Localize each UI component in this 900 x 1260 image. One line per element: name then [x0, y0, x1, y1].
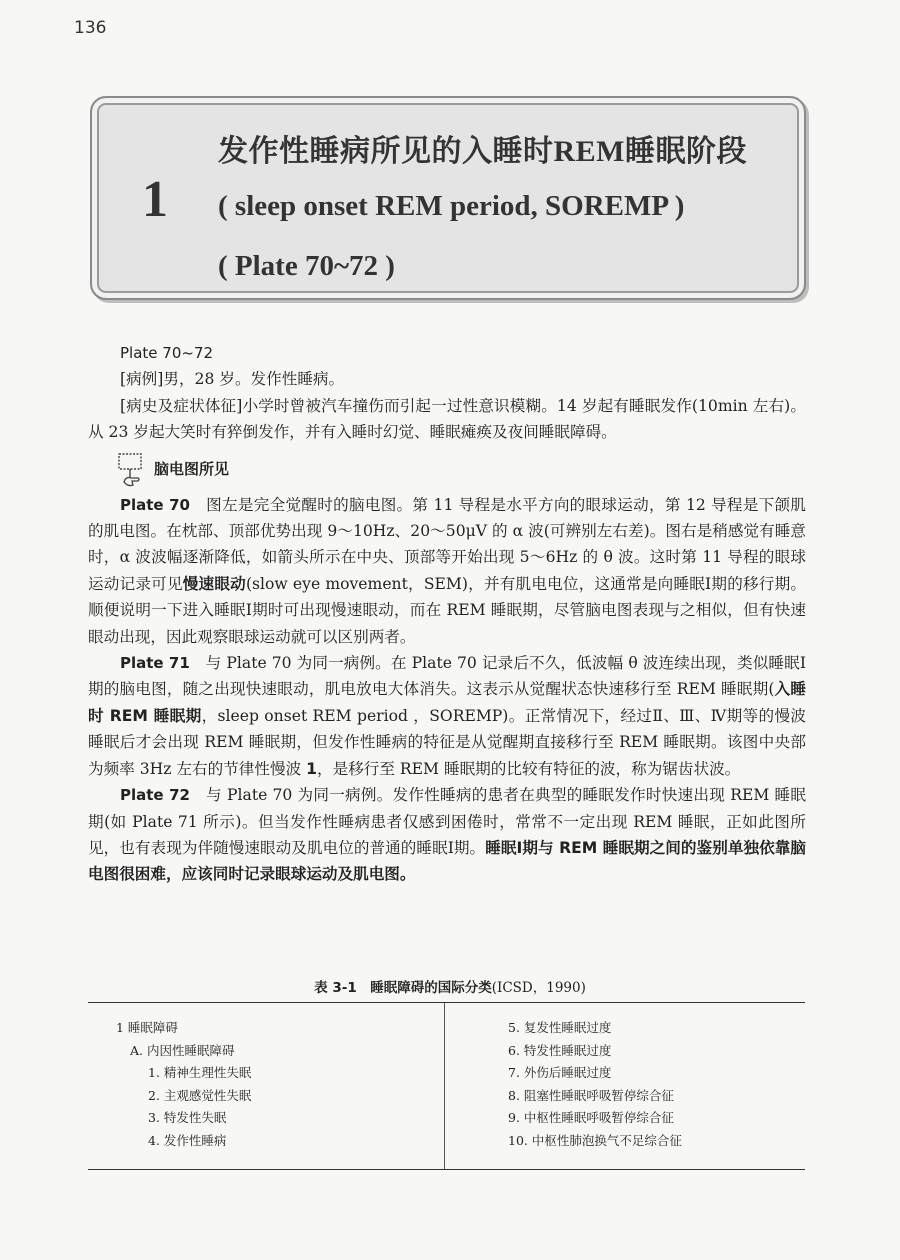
list-item: 5. 复发性睡眠过度 [508, 1020, 612, 1035]
intro-plate-label: Plate 70~72 [120, 344, 214, 362]
body-text [88, 340, 806, 888]
plate70-paragraph: Plate 70 图左是完全觉醒时的脑电图。第 11 导程是水平方向的眼球运动，第 12 导程是下颌肌的肌电图。在枕部、顶部优势出现 9～10Hz、20～50μV 的 α 波(可辨别左右差)。图右是稍感觉有睡意时，α 波波幅逐渐降低，如箭头所示在中央、顶部等开始出现 5～6Hz 的 θ 波。这时第 11 导程的眼球运动记录可见慢速眼动(slow eye movement，SEM)，并有肌电电位，这通常是向睡眠Ⅰ期的移行期。顺便说明一下进入睡眠Ⅰ期时可出现慢速眼动，而在 REM 睡眠期，尽管脑电图表现与之相似，但有快速眼动出现，因此观察眼球运动就可以区别两者。 [88, 495, 807, 646]
chapter-plate-range: ( Plate 70~72 ) [218, 250, 395, 282]
chapter-title-zh: 发作性睡病所见的入睡时REM睡眠阶段 [218, 135, 747, 168]
eeg-findings-heading [116, 450, 806, 490]
table-left-column [116, 1017, 251, 1152]
page-number: 136 [74, 18, 107, 38]
chapter-title-box [90, 96, 806, 300]
classification-table [88, 1002, 805, 1170]
history-paragraph: [病史及症状体征]小学时曾被汽车撞伤而引起一过性意识模糊。14 岁起有睡眠发作(10min 左右)。从 23 岁起大笑时有猝倒发作，并有入睡时幻觉、睡眠瘫痪及夜间睡眠障碍。 [88, 396, 806, 442]
table-sub-category: A. 内因性睡眠障碍 [130, 1042, 235, 1058]
plate72-paragraph: Plate 72 与 Plate 70 为同一病例。发作性睡病的患者在典型的睡眠发作时快速出现 REM 睡眠期(如 Plate 71 所示)。但当发作性睡病患者仅感到困倦时，常常不一定出现 REM 睡眠，正如此图所见，也有表现为伴随慢速眼动及肌电位的普通的睡眠Ⅰ期。睡眠Ⅰ期与 REM 睡眠期之间的鉴别单独依靠脑电图很困难，应该同时记录眼球运动及肌电图。 [88, 786, 806, 884]
table-caption: 表 3-1 睡眠障碍的国际分类(ICSD，1990) [314, 980, 586, 996]
list-item: 1. 精神生理性失眠 [148, 1065, 252, 1080]
chapter-title-en: ( sleep onset REM period, SOREMP ) [218, 190, 685, 222]
list-item: 9. 中枢性睡眠呼吸暂停综合征 [508, 1110, 674, 1125]
case-paragraph: [病例]男，28 岁。发作性睡病。 [120, 370, 345, 389]
list-item: 7. 外伤后睡眠过度 [508, 1065, 612, 1080]
list-item: 4. 发作性睡病 [148, 1132, 227, 1148]
table-right-column [508, 1017, 682, 1152]
table-column-divider [444, 1003, 445, 1169]
list-item: 10. 中枢性肺泡换气不足综合征 [508, 1132, 682, 1148]
eeg-findings-title: 脑电图所见 [154, 460, 230, 479]
plate71-paragraph: Plate 71 与 Plate 70 为同一病例。在 Plate 70 记录后不久，低波幅 θ 波连续出现，类似睡眠Ⅰ期的脑电图，随之出现快速眼动，肌电放电大体消失。这表示从觉醒状态快速移行至 REM 睡眠期(入睡时 REM 睡眠期，sleep onset REM period ，SOREMP)。正常情况下，经过Ⅱ、Ⅲ、Ⅳ期等的慢波睡眠后才会出现 REM 睡眠期，但发作性睡病的特征是从觉醒期直接移行至 REM 睡眠期。该图中央部为频率 3Hz 左右的节律性慢波 1，是移行至 REM 睡眠期的比较有特征的波，称为锯齿状波。 [88, 654, 806, 778]
chapter-number: 1 [142, 171, 168, 228]
list-item: 2. 主观感觉性失眠 [148, 1087, 252, 1103]
signboard-pointing-hand-icon [116, 452, 146, 488]
list-item: 8. 阻塞性睡眠呼吸暂停综合征 [508, 1087, 674, 1103]
list-item: 6. 特发性睡眠过度 [508, 1042, 612, 1058]
list-item: 3. 特发性失眠 [148, 1110, 227, 1125]
table-root-item: 1 睡眠障碍 [116, 1020, 178, 1035]
